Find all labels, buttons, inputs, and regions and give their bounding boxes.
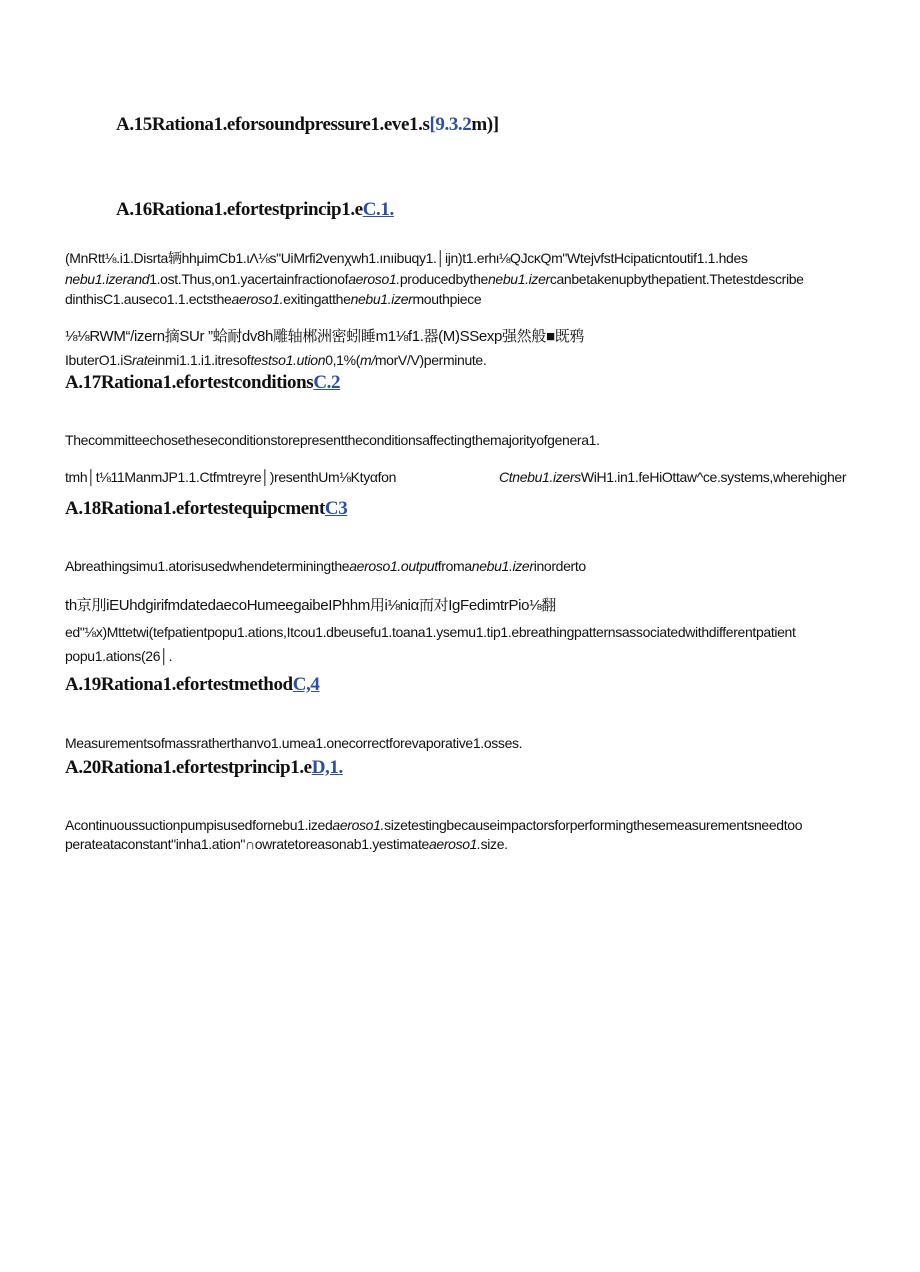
a18-line-4: popu1.ations(26│.: [65, 648, 173, 664]
a17-line-1: Thecommitteechosetheseconditionstorepresenttheconditionsaffectingthemajorityofgenera1.: [65, 432, 600, 448]
reference-link-a18[interactable]: C3: [324, 498, 348, 519]
heading-a16: A.16Rationa1.efortestprincip1.eC.1.: [116, 199, 394, 220]
reference-link-a16[interactable]: C.1.: [362, 199, 394, 220]
a16-line-2: nebu1.izerand1.ost.Thus,on1.yacertainfractionofaeroso1.producedbythenebu1.izercanbetakenupbythepatient.Thetestdescribe: [65, 271, 804, 287]
a18-line-3: ed"⅛x)Mttetwi(tefpatientpopu1.ations,Itcou1.dbeusefu1.toana1.ysemu1.tip1.ebreathingpatternsassociatedwithdifferentpatient: [65, 624, 796, 640]
a16-line-4: ⅛⅛RWM“/izern摘SUr ”蛤耐dv8h雕轴郴洲密蚓睡m1⅛f1.器(M)SSexp强然般■既鸦: [65, 328, 584, 345]
heading-a17: A.17Rationa1.efortestconditionsC.2: [65, 372, 341, 393]
reference-link-a20[interactable]: D,1.: [311, 757, 343, 778]
a19-line-1: Measurementsofmassratherthanvo1.umea1.onecorrectforevaporative1.osses.: [65, 735, 523, 751]
a16-line-1: (MnRtt⅛.i1.Disrta辆hhμimCb1.ιΛ⅛s"UiMrfi2venχwh1.ınıibuqy1.│ijn)t1.erhι⅛QJcκQm"WtejvfstHcipaticntoutif1.1.hdes: [65, 250, 748, 266]
heading-a15: A.15Rationa1.eforsoundpressure1.eve1.s[9.3.2m)]: [116, 114, 499, 135]
a18-line-1: Abreathingsimu1.atorisusedwhendeterminingtheaeroso1.outputfromanebu1.izerinorderto: [65, 558, 586, 574]
reference-link-a17[interactable]: C.2: [313, 372, 341, 393]
heading-a20: A.20Rationa1.efortestprincip1.eD,1.: [65, 757, 343, 778]
a17-line-2a: tmh│t⅛11ManmJP1.1.Ctfmtreyre│)resenthUm⅛Ktyαfon: [65, 469, 397, 485]
a20-line-1: Acontinuoussuctionpumpisusedfornebu1.izedaeroso1.sizetestingbecauseimpactorsforperformingthesemeasurementsneedtoo: [65, 817, 803, 833]
a20-line-2: perateataconstant"inha1.ation"∩owratetoreasonab1.yestimateaeroso1.size.: [65, 836, 508, 852]
heading-a18: A.18Rationa1.efortestequipcmentC3: [65, 498, 348, 519]
heading-a19: A.19Rationa1.efortestmethodC,4: [65, 674, 320, 695]
a18-line-2: th京刖iEUhdgirifmdatedaecoHumeegaibeIPhhm用i⅛niα而对IgFedimtrPio⅛翻: [65, 597, 556, 614]
reference-link-a19[interactable]: C,4: [292, 674, 320, 695]
reference-a15[interactable]: [9.3.2: [429, 114, 472, 135]
a16-line-5: IbuterO1.iSrateinmi1.1.i1.itresoftestso1.ution0,1%(m/morV/V)perminute.: [65, 352, 487, 368]
a16-line-3: dinthisC1.auseco1.1.ectstheaeroso1.exitingatthenebu1.izermouthpiece: [65, 291, 482, 307]
a17-line-2b: Ctnebu1.izersWiH1.in1.feHiOttaw^ce.systems,wherehigher: [499, 469, 847, 485]
